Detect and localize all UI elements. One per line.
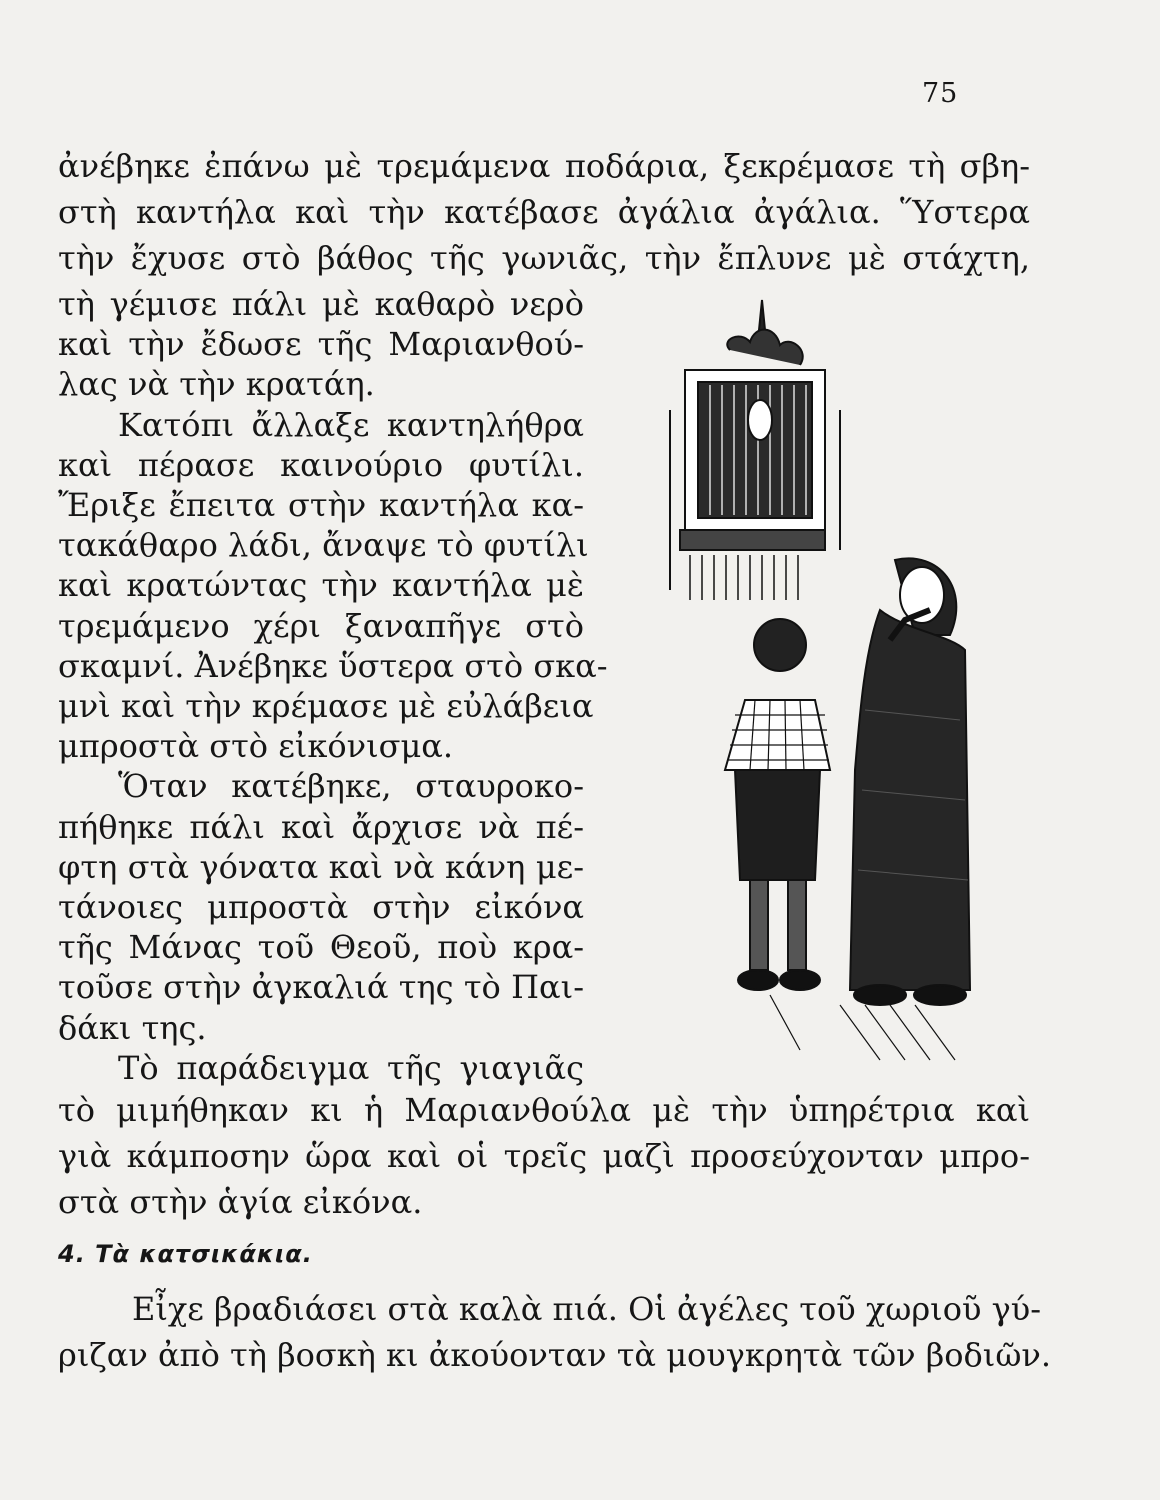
text-line: σκαμνί. Ἀνέβηκε ὕστερα στὸ σκα- [58,646,608,685]
text-line: Τὸ παράδειγμα τῆς γιαγιᾶς [118,1048,584,1087]
text-line: μπροστὰ στὸ εἰκόνισμα. [58,727,454,766]
text-line: μνὶ καὶ τὴν κρέμασε μὲ εὐλάβεια [58,687,594,725]
text-line: πήθηκε πάλι καὶ ἄρχισε νὰ πέ- [58,807,584,846]
text-line: δάκι της. [58,1008,207,1047]
text-line: γιὰ κάμποσην ὥρα καὶ οἱ τρεῖς μαζὶ προσεύχονταν μπρο- [58,1137,1030,1175]
text-line: Κατόπι ἄλλαξε καντηλήθρα [118,405,584,444]
text-line: ἀνέβηκε ἐπάνω μὲ τρεμάμενα ποδάρια, ξεκρέμασε τὴ σβη- [58,147,1030,185]
text-line: τὴ γέμισε πάλι μὲ καθαρὸ νερὸ [58,285,584,323]
text-line: καὶ τὴν ἔδωσε τῆς Μαριανθού- [58,325,584,364]
text-line: καὶ κρατώντας τὴν καντήλα μὲ [58,566,584,605]
text-line: Εἶχε βραδιάσει στὰ καλὰ πιά. Οἱ ἀγέλες τοῦ χωριοῦ γύ- [132,1290,1041,1328]
text-line: Ὅταν κατέβηκε, σταυροκο- [118,767,584,806]
text-line: στὴ καντήλα καὶ τὴν κατέβασε ἀγάλια ἀγάλια. Ὕστερα [58,193,1030,231]
text-line: τοῦσε στὴν ἀγκαλιά της τὸ Παι- [58,968,584,1007]
text-line: φτη στὰ γόνατα καὶ νὰ κάνη με- [58,847,584,886]
text-line: τακάθαρο λάδι, ἄναψε τὸ φυτίλι [58,526,589,565]
page-number: 75 [922,78,959,109]
text-line: Ἔριξε ἔπειτα στὴν καντήλα κα- [58,486,584,524]
text-line: λας νὰ τὴν κρατάη. [58,365,375,404]
lamp-prayer-illustration [650,290,990,1070]
text-line: τὸ μιμήθηκαν κι ἡ Μαριανθούλα μὲ τὴν ὑπηρέτρια καὶ [58,1091,1030,1129]
section-heading: 4. Τὰ κατσικάκια. [58,1240,313,1268]
text-line: τῆς Μάνας τοῦ Θεοῦ, ποὺ κρα- [58,928,584,967]
text-line: τρεμάμενο χέρι ξαναπῆγε στὸ [58,606,584,645]
text-line: στὰ στὴν ἁγία εἰκόνα. [58,1183,423,1221]
text-line: καὶ πέρασε καινούριο φυτίλι. [58,445,584,484]
text-line: τάνοιες μπροστὰ στὴν εἰκόνα [58,888,584,926]
text-line: ριζαν ἀπὸ τὴ βοσκὴ κι ἀκούονταν τὰ μουγκρητὰ τῶν βοδιῶν. [58,1336,1052,1374]
text-line: τὴν ἔχυσε στὸ βάθος τῆς γωνιᾶς, τὴν ἔπλυνε μὲ στάχτη, [58,239,1030,277]
